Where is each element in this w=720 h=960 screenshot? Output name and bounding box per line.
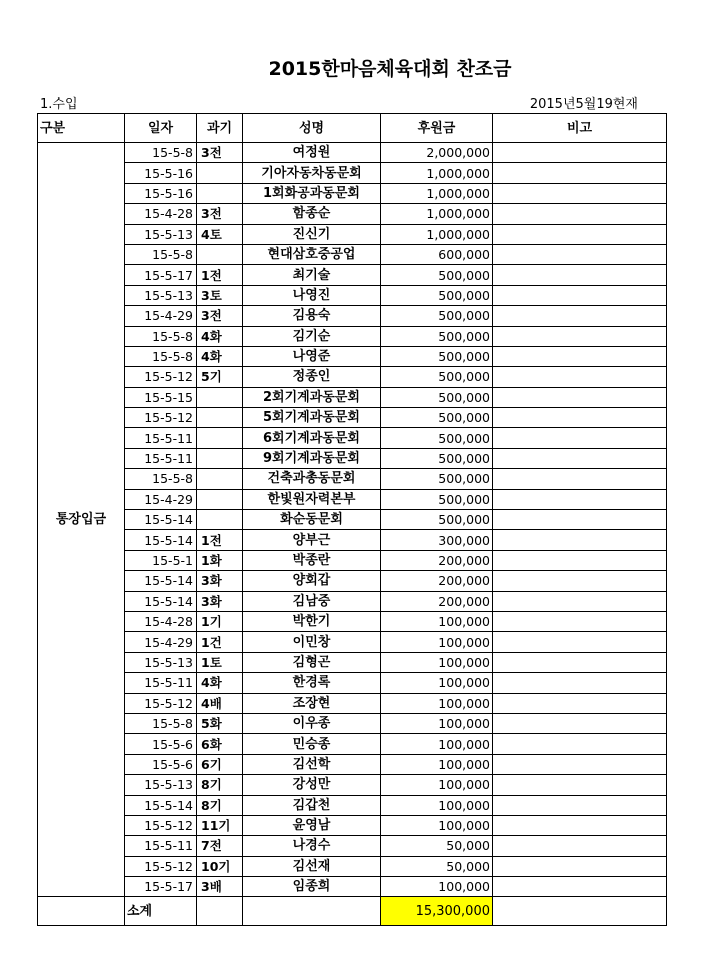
class-cell xyxy=(197,428,243,448)
amount-cell: 500,000 xyxy=(381,306,493,326)
date-cell: 15-5-8 xyxy=(125,326,197,346)
date-cell: 15-5-13 xyxy=(125,775,197,795)
table-row xyxy=(38,734,667,754)
remarks-cell xyxy=(493,224,667,244)
class-cell: 6화 xyxy=(197,734,243,754)
class-cell xyxy=(197,183,243,203)
class-cell: 3전 xyxy=(197,204,243,224)
amount-cell: 100,000 xyxy=(381,673,493,693)
remarks-cell xyxy=(493,611,667,631)
date-cell: 15-5-11 xyxy=(125,428,197,448)
amount-cell: 500,000 xyxy=(381,346,493,366)
amount-cell: 500,000 xyxy=(381,265,493,285)
remarks-cell xyxy=(493,815,667,835)
name-cell: 김용숙 xyxy=(243,306,381,326)
remarks-cell xyxy=(493,510,667,530)
subtotal-blank xyxy=(38,897,125,926)
class-cell: 3전 xyxy=(197,306,243,326)
date-cell: 15-5-13 xyxy=(125,652,197,672)
amount-cell: 500,000 xyxy=(381,326,493,346)
amount-cell: 500,000 xyxy=(381,285,493,305)
date-cell: 15-5-8 xyxy=(125,469,197,489)
table-row xyxy=(38,224,667,244)
amount-cell: 200,000 xyxy=(381,550,493,570)
class-cell: 4화 xyxy=(197,673,243,693)
table-row xyxy=(38,775,667,795)
name-cell: 나영준 xyxy=(243,346,381,366)
name-cell: 양회갑 xyxy=(243,571,381,591)
class-cell: 3화 xyxy=(197,571,243,591)
amount-cell: 100,000 xyxy=(381,693,493,713)
date-cell: 15-5-16 xyxy=(125,163,197,183)
amount-cell: 50,000 xyxy=(381,856,493,876)
remarks-cell xyxy=(493,489,667,509)
class-cell xyxy=(197,387,243,407)
date-cell: 15-5-1 xyxy=(125,550,197,570)
table-row xyxy=(38,591,667,611)
remarks-cell xyxy=(493,326,667,346)
remarks-cell xyxy=(493,367,667,387)
amount-cell: 600,000 xyxy=(381,244,493,264)
class-cell xyxy=(197,469,243,489)
remarks-cell xyxy=(493,775,667,795)
table-row xyxy=(38,346,667,366)
date-cell: 15-5-12 xyxy=(125,408,197,428)
table-row xyxy=(38,693,667,713)
date-cell: 15-5-8 xyxy=(125,244,197,264)
name-cell: 5회기계과동문회 xyxy=(243,408,381,428)
name-cell: 화순동문회 xyxy=(243,510,381,530)
remarks-cell xyxy=(493,183,667,203)
table-row xyxy=(38,285,667,305)
class-cell: 8기 xyxy=(197,795,243,815)
remarks-cell xyxy=(493,550,667,570)
table-row xyxy=(38,530,667,550)
amount-cell: 500,000 xyxy=(381,469,493,489)
date-cell: 15-5-15 xyxy=(125,387,197,407)
date-cell: 15-5-16 xyxy=(125,183,197,203)
table-row xyxy=(38,204,667,224)
table-row xyxy=(38,877,667,897)
amount-cell: 500,000 xyxy=(381,367,493,387)
name-cell: 한빛원자력본부 xyxy=(243,489,381,509)
name-cell: 윤영남 xyxy=(243,815,381,835)
class-cell: 11기 xyxy=(197,815,243,835)
amount-cell: 1,000,000 xyxy=(381,163,493,183)
class-cell: 4화 xyxy=(197,346,243,366)
subtotal-blank xyxy=(243,897,381,926)
remarks-cell xyxy=(493,387,667,407)
name-cell: 김선재 xyxy=(243,856,381,876)
name-cell: 현대삼호중공업 xyxy=(243,244,381,264)
remarks-cell xyxy=(493,306,667,326)
table-row xyxy=(38,469,667,489)
amount-cell: 1,000,000 xyxy=(381,183,493,203)
date-cell: 15-5-14 xyxy=(125,530,197,550)
header-name: 성명 xyxy=(243,114,381,143)
date-cell: 15-5-13 xyxy=(125,224,197,244)
class-cell: 8기 xyxy=(197,775,243,795)
table-row xyxy=(38,836,667,856)
class-cell: 4토 xyxy=(197,224,243,244)
date-cell: 15-5-17 xyxy=(125,877,197,897)
table-row xyxy=(38,713,667,733)
class-cell: 7전 xyxy=(197,836,243,856)
date-cell: 15-5-14 xyxy=(125,510,197,530)
name-cell: 김선학 xyxy=(243,754,381,774)
amount-cell: 2,000,000 xyxy=(381,143,493,163)
name-cell: 박한기 xyxy=(243,611,381,631)
name-cell: 임종희 xyxy=(243,877,381,897)
remarks-cell xyxy=(493,204,667,224)
table-row xyxy=(38,856,667,876)
remarks-cell xyxy=(493,346,667,366)
class-cell: 3화 xyxy=(197,591,243,611)
remarks-cell xyxy=(493,285,667,305)
class-cell: 1전 xyxy=(197,530,243,550)
date-cell: 15-5-12 xyxy=(125,856,197,876)
table-row xyxy=(38,550,667,570)
amount-cell: 1,000,000 xyxy=(381,204,493,224)
remarks-cell xyxy=(493,244,667,264)
table-row xyxy=(38,367,667,387)
class-cell xyxy=(197,163,243,183)
table-row xyxy=(38,673,667,693)
remarks-cell xyxy=(493,428,667,448)
table-row xyxy=(38,408,667,428)
header-amount: 후원금 xyxy=(381,114,493,143)
class-cell: 3전 xyxy=(197,143,243,163)
name-cell: 나영진 xyxy=(243,285,381,305)
table-row xyxy=(38,244,667,264)
table-row xyxy=(38,163,667,183)
remarks-cell xyxy=(493,571,667,591)
table-row xyxy=(38,611,667,631)
date-cell: 15-4-29 xyxy=(125,632,197,652)
date-cell: 15-5-12 xyxy=(125,693,197,713)
date-cell: 15-5-14 xyxy=(125,591,197,611)
date-cell: 15-4-29 xyxy=(125,306,197,326)
remarks-cell xyxy=(493,693,667,713)
amount-cell: 100,000 xyxy=(381,734,493,754)
name-cell: 6회기계과동문회 xyxy=(243,428,381,448)
date-cell: 15-5-11 xyxy=(125,448,197,468)
remarks-cell xyxy=(493,652,667,672)
date-cell: 15-4-28 xyxy=(125,611,197,631)
remarks-cell xyxy=(493,265,667,285)
sheet-title: 2015한마음체육대회 찬조금 xyxy=(268,58,512,80)
table-row xyxy=(38,795,667,815)
class-cell xyxy=(197,244,243,264)
remarks-cell xyxy=(493,530,667,550)
amount-cell: 500,000 xyxy=(381,387,493,407)
class-cell: 3배 xyxy=(197,877,243,897)
remarks-cell xyxy=(493,713,667,733)
amount-cell: 200,000 xyxy=(381,571,493,591)
name-cell: 이민창 xyxy=(243,632,381,652)
amount-cell: 100,000 xyxy=(381,815,493,835)
date-cell: 15-5-14 xyxy=(125,571,197,591)
date-cell: 15-4-28 xyxy=(125,204,197,224)
date-cell: 15-5-6 xyxy=(125,754,197,774)
class-cell: 6기 xyxy=(197,754,243,774)
remarks-cell xyxy=(493,754,667,774)
table-row xyxy=(38,489,667,509)
subtotal-blank xyxy=(197,897,243,926)
class-cell xyxy=(197,408,243,428)
table-row xyxy=(38,265,667,285)
table-row xyxy=(38,754,667,774)
date-cell: 15-5-11 xyxy=(125,836,197,856)
table-body xyxy=(38,143,667,926)
remarks-cell xyxy=(493,469,667,489)
name-cell: 조장현 xyxy=(243,693,381,713)
amount-cell: 500,000 xyxy=(381,489,493,509)
name-cell: 건축과총동문회 xyxy=(243,469,381,489)
remarks-cell xyxy=(493,877,667,897)
as-of-date: 2015년5월19현재 xyxy=(529,97,638,112)
class-cell: 3토 xyxy=(197,285,243,305)
remarks-cell xyxy=(493,795,667,815)
remarks-cell xyxy=(493,448,667,468)
date-cell: 15-5-13 xyxy=(125,285,197,305)
name-cell: 김기순 xyxy=(243,326,381,346)
remarks-cell xyxy=(493,836,667,856)
header-category: 구분 xyxy=(38,114,125,143)
amount-cell: 100,000 xyxy=(381,754,493,774)
header-remarks: 비고 xyxy=(493,114,667,143)
remarks-cell xyxy=(493,408,667,428)
amount-cell: 100,000 xyxy=(381,877,493,897)
amount-cell: 100,000 xyxy=(381,611,493,631)
subtotal-label: 소계 xyxy=(125,897,197,926)
subtotal-row xyxy=(38,897,667,926)
name-cell: 9회기계과동문회 xyxy=(243,448,381,468)
name-cell: 최기술 xyxy=(243,265,381,285)
class-cell: 10기 xyxy=(197,856,243,876)
table-row xyxy=(38,571,667,591)
subtotal-amount: 15,300,000 xyxy=(381,897,493,926)
amount-cell: 200,000 xyxy=(381,591,493,611)
amount-cell: 500,000 xyxy=(381,408,493,428)
table-row xyxy=(38,306,667,326)
table-row xyxy=(38,183,667,203)
name-cell: 기아자동차동문회 xyxy=(243,163,381,183)
name-cell: 김남중 xyxy=(243,591,381,611)
name-cell: 민승종 xyxy=(243,734,381,754)
remarks-cell xyxy=(493,591,667,611)
date-cell: 15-5-12 xyxy=(125,815,197,835)
date-cell: 15-5-14 xyxy=(125,795,197,815)
table-row xyxy=(38,326,667,346)
name-cell: 여정원 xyxy=(243,143,381,163)
amount-cell: 50,000 xyxy=(381,836,493,856)
class-cell xyxy=(197,489,243,509)
name-cell: 강성만 xyxy=(243,775,381,795)
class-cell: 1기 xyxy=(197,611,243,631)
date-cell: 15-5-6 xyxy=(125,734,197,754)
amount-cell: 1,000,000 xyxy=(381,224,493,244)
class-cell: 5화 xyxy=(197,713,243,733)
class-cell: 5기 xyxy=(197,367,243,387)
amount-cell: 500,000 xyxy=(381,510,493,530)
name-cell: 한경록 xyxy=(243,673,381,693)
remarks-cell xyxy=(493,632,667,652)
name-cell: 이우종 xyxy=(243,713,381,733)
date-cell: 15-5-8 xyxy=(125,346,197,366)
class-cell: 1건 xyxy=(197,632,243,652)
class-cell: 1토 xyxy=(197,652,243,672)
header-class: 과기 xyxy=(197,114,243,143)
header-row xyxy=(38,114,667,143)
donation-table xyxy=(37,113,667,926)
date-cell: 15-5-11 xyxy=(125,673,197,693)
amount-cell: 100,000 xyxy=(381,795,493,815)
amount-cell: 100,000 xyxy=(381,632,493,652)
category-cell: 통장입금 xyxy=(38,143,125,897)
date-cell: 15-5-12 xyxy=(125,367,197,387)
amount-cell: 500,000 xyxy=(381,448,493,468)
table-row xyxy=(38,632,667,652)
class-cell: 4화 xyxy=(197,326,243,346)
table-row xyxy=(38,387,667,407)
amount-cell: 100,000 xyxy=(381,713,493,733)
name-cell: 2회기계과동문회 xyxy=(243,387,381,407)
name-cell: 나경수 xyxy=(243,836,381,856)
class-cell xyxy=(197,510,243,530)
date-cell: 15-5-17 xyxy=(125,265,197,285)
date-cell: 15-5-8 xyxy=(125,143,197,163)
amount-cell: 100,000 xyxy=(381,652,493,672)
table-row xyxy=(38,428,667,448)
remarks-cell xyxy=(493,143,667,163)
remarks-cell xyxy=(493,734,667,754)
name-cell: 김형곤 xyxy=(243,652,381,672)
date-cell: 15-5-8 xyxy=(125,713,197,733)
amount-cell: 100,000 xyxy=(381,775,493,795)
date-cell: 15-4-29 xyxy=(125,489,197,509)
class-cell: 4배 xyxy=(197,693,243,713)
table-row xyxy=(38,510,667,530)
amount-cell: 300,000 xyxy=(381,530,493,550)
table-row xyxy=(38,143,667,163)
name-cell: 김갑천 xyxy=(243,795,381,815)
class-cell: 1전 xyxy=(197,265,243,285)
table-row xyxy=(38,815,667,835)
subtotal-remarks xyxy=(493,897,667,926)
name-cell: 진신기 xyxy=(243,224,381,244)
name-cell: 정종인 xyxy=(243,367,381,387)
name-cell: 함종순 xyxy=(243,204,381,224)
name-cell: 1회화공과동문회 xyxy=(243,183,381,203)
class-cell: 1화 xyxy=(197,550,243,570)
name-cell: 양부근 xyxy=(243,530,381,550)
table-row xyxy=(38,652,667,672)
amount-cell: 500,000 xyxy=(381,428,493,448)
table-row xyxy=(38,448,667,468)
header-date: 일자 xyxy=(125,114,197,143)
remarks-cell xyxy=(493,163,667,183)
section-label: 1.수입 xyxy=(40,97,78,112)
name-cell: 박종란 xyxy=(243,550,381,570)
remarks-cell xyxy=(493,673,667,693)
class-cell xyxy=(197,448,243,468)
remarks-cell xyxy=(493,856,667,876)
